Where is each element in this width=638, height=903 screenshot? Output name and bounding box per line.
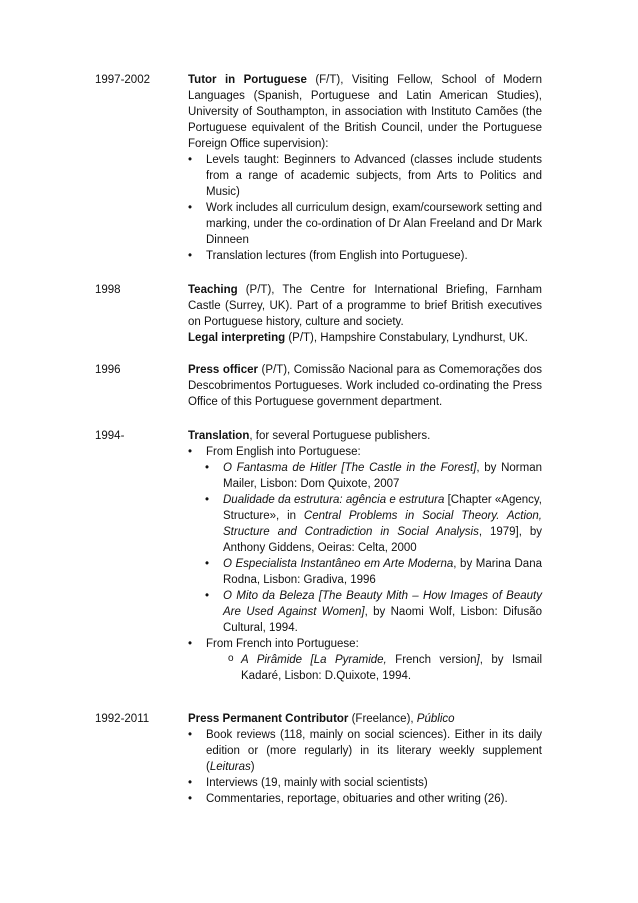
entry-intro: Tutor in Portuguese (F/T), Visiting Fellow, School of Modern Languages (Spanish, Portuguese and Latin American Studies), University of Southampton, in association with Instituto Camões (the Portuguese equivalent of the British Council, under the Portuguese Foreign Office supervision): (188, 74, 543, 150)
entry-body (188, 428, 542, 684)
list-item: • O Mito da Beleza [The Beauty Mith – How Images of Beauty Are Used Against Women], by Naomi Wolf, Lisbon: Difusão Cultural, 1994. (188, 588, 542, 636)
entry-date: 1997-2002 (95, 74, 150, 86)
entry-intro: Press officer (P/T), Comissão Nacional para as Comemorações dos Descobrimentos Portugueses. Work included co-ordinating the Press Office of this Portuguese government department. (188, 364, 542, 408)
list-item: • From French into Portuguese: o A Pirâmide [La Pyramide, French version], by Ismail Kadaré, Lisbon: D.Quixote, 1994. (188, 636, 542, 684)
entry-body (188, 362, 542, 410)
list-item: • Levels taught: Beginners to Advanced (classes include students from a range of academic subjects, from Arts to Politics and Music) (188, 152, 542, 200)
bullet-list (188, 444, 542, 684)
list-item: • Work includes all curriculum design, exam/coursework setting and marking, under the co-ordination of Dr Alan Freeland and Dr Mark Dinneen (188, 200, 542, 248)
entry-body (188, 72, 542, 264)
entry-date: 1994- (95, 430, 125, 442)
role-title: Press Permanent Contributor (188, 713, 349, 725)
entry-date: 1998 (95, 284, 121, 296)
list-item: • From English into Portuguese: • O Fantasma de Hitler [The Castle in the Forest], by Norman Mailer, Lisbon: Dom Quixote, 2007 • Dualidade da estrutura: agência e estrutura [Chapter «Agency, Structure», in Central Problems in Social Theory. Action, Structure and Contradiction in Social Analysis, 1979], by Anthony Giddens, Oeiras: Celta, 2000 • O Especialista Instantâneo em Arte Moderna, by Marina Dana Rodna, Lisbon: Gradiva, 1996 • O Mito da Beleza [The Beauty Mith – How Images of Beauty Are Used Against Women], by Naomi Wolf, Lisbon: Difusão Cultural, 1994. (188, 444, 542, 636)
entry-date: 1992-2011 (95, 713, 150, 725)
list-item: • Commentaries, reportage, obituaries and other writing (26). (188, 791, 542, 807)
list-item: • Interviews (19, mainly with social scientists) (188, 775, 542, 791)
list-item: • O Especialista Instantâneo em Arte Moderna, by Marina Dana Rodna, Lisbon: Gradiva, 1996 (188, 556, 542, 588)
entry-date: 1996 (95, 364, 121, 376)
role-title: Legal interpreting (188, 332, 286, 344)
entry-body (188, 282, 542, 346)
entry-legal: Legal interpreting (P/T), Hampshire Constabulary, Lyndhurst, UK. (188, 332, 528, 344)
entry-teaching: Teaching (P/T), The Centre for International Briefing, Farnham Castle (Surrey, UK). Part of a programme to brief British executives on Portuguese history, culture and society. (188, 284, 542, 328)
role-title: Translation (188, 430, 250, 442)
entry-intro: Press Permanent Contributor (Freelance), Público (188, 713, 455, 725)
entry-intro: Translation, for several Portuguese publishers. (188, 430, 431, 442)
entry-body (188, 711, 542, 807)
list-item: • Translation lectures (from English into Portuguese). (188, 248, 542, 264)
publication-name: Público (416, 713, 455, 725)
list-item: • O Fantasma de Hitler [The Castle in the Forest], by Norman Mailer, Lisbon: Dom Quixote, 2007 (188, 460, 542, 492)
bullet-list (188, 152, 542, 264)
list-item: • Book reviews (118, mainly on social sciences). Either in its daily edition or (more regularly) in its literary weekly supplement (Leituras) (188, 727, 542, 775)
role-title: Press officer (188, 364, 258, 376)
sub-list (188, 652, 542, 684)
bullet-list (188, 727, 542, 807)
role-title: Tutor in Portuguese (188, 74, 307, 86)
list-item: o A Pirâmide [La Pyramide, French version], by Ismail Kadaré, Lisbon: D.Quixote, 1994. (188, 652, 542, 684)
list-item: • Dualidade da estrutura: agência e estrutura [Chapter «Agency, Structure», in Central Problems in Social Theory. Action, Structure and Contradiction in Social Analysis, 1979], by Anthony Giddens, Oeiras: Celta, 2000 (188, 492, 542, 556)
sub-list (188, 460, 542, 636)
role-title: Teaching (188, 284, 238, 296)
